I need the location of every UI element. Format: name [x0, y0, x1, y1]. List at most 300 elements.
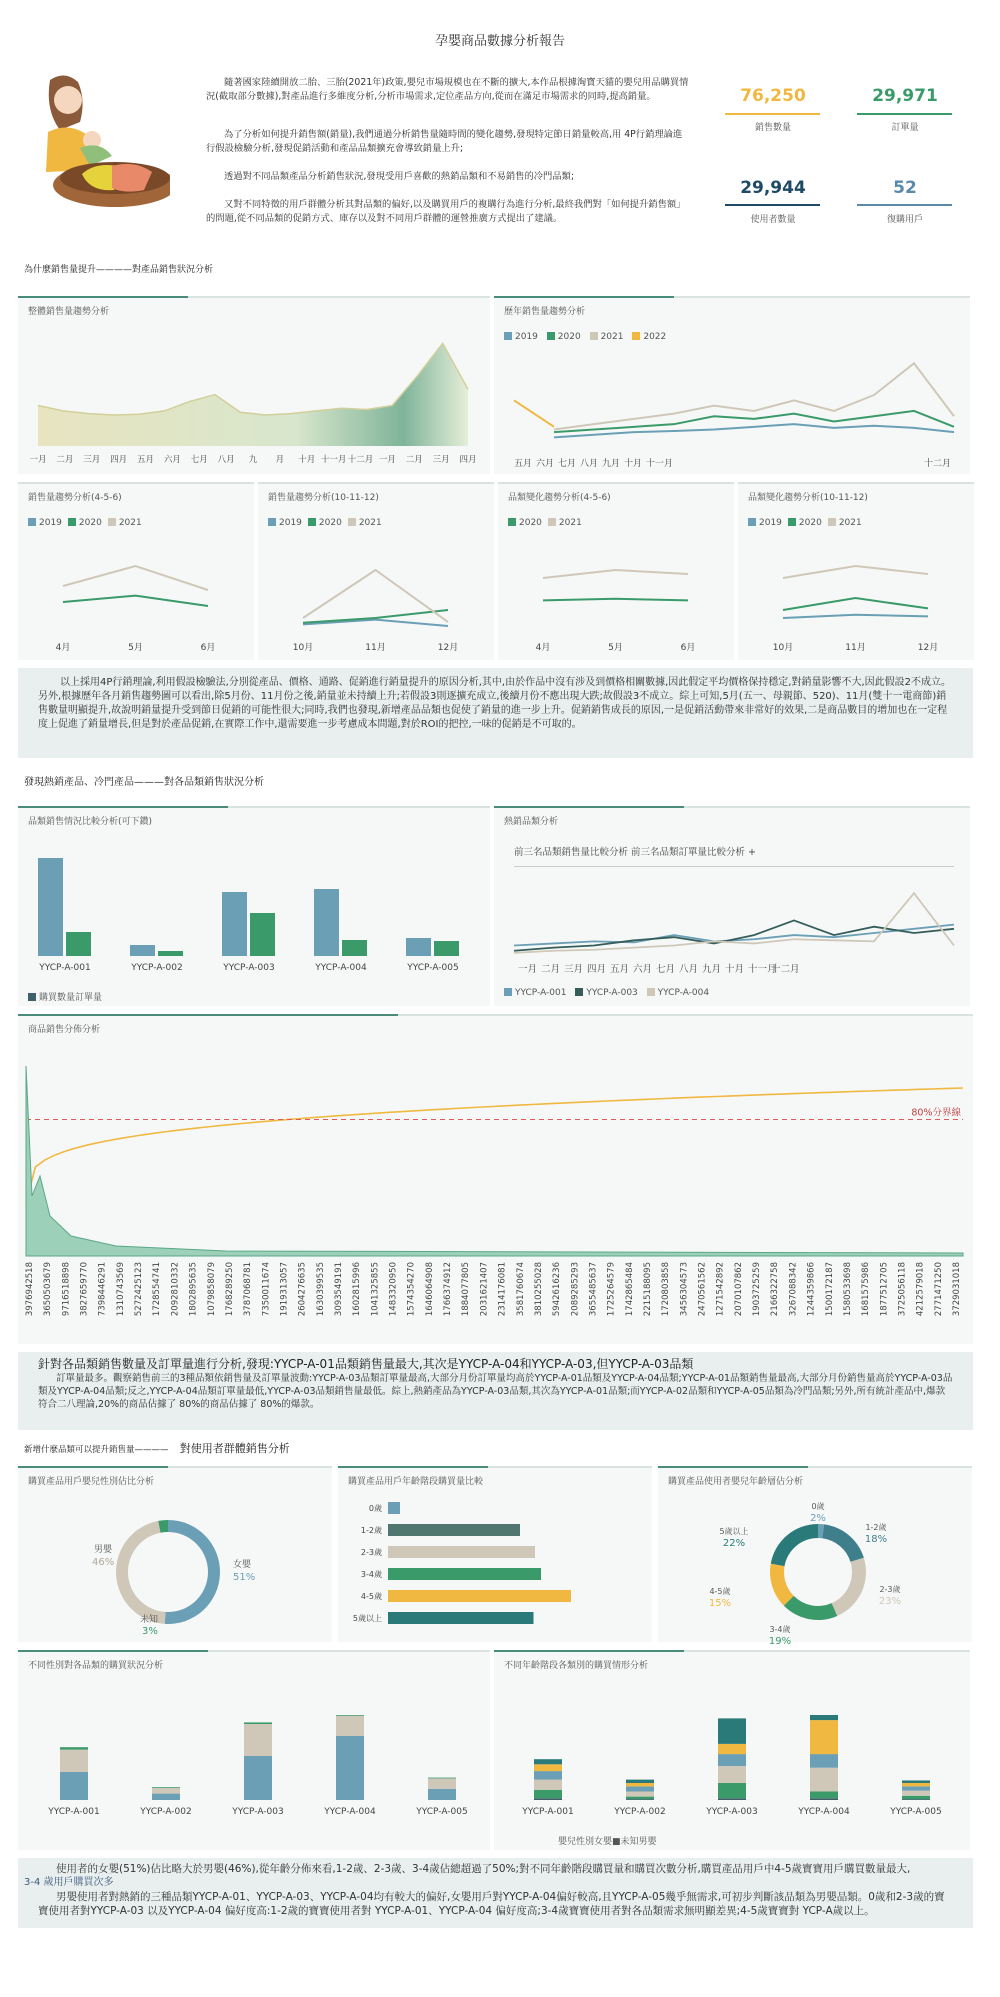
x-tick-label: 十一月	[646, 459, 674, 469]
stack-未知	[60, 1747, 88, 1749]
stack-男嬰	[152, 1788, 180, 1794]
stack-1-2歲	[810, 1792, 838, 1799]
intro-paragraph-3: 透過對不同品類產品分析銷售狀況,發現受用戶喜歡的熱銷品類和不易銷售的冷門品類;	[224, 171, 575, 182]
x-tick-label: 2031621407	[479, 1262, 490, 1317]
x-tick-label: 12月	[437, 643, 459, 653]
age-slice	[784, 1596, 837, 1620]
panel-title: 銷售量趨勢分析(4-5-6)	[28, 493, 122, 503]
x-tick-label: 3581760674	[515, 1262, 526, 1317]
age-slice	[771, 1524, 818, 1566]
panel-title: 熱銷品類分析	[504, 817, 559, 827]
x-tick-label: 1720803858	[661, 1262, 672, 1317]
stack-5歲以上	[810, 1715, 838, 1720]
panel-yearly-trend	[494, 296, 970, 474]
panel-category-101112	[738, 482, 974, 660]
x-tick-label: 1681575986	[861, 1262, 872, 1317]
hot-category-tabs[interactable]: 前三名品類銷售量比較分析 前三名品類訂單量比較分析 +	[514, 844, 954, 867]
stack-2-3歲	[534, 1780, 562, 1790]
panel-title: 商品銷售分佈分析	[28, 1025, 101, 1035]
x-tick-label: 九	[248, 455, 258, 465]
panel-age-bar	[338, 1466, 652, 1642]
category-101112-chart	[738, 534, 974, 662]
x-tick-label: 4月	[535, 643, 551, 653]
x-tick-label: 2089285293	[570, 1262, 581, 1317]
y-tick-label: 1-2歲	[360, 1526, 382, 1535]
stack-3-4歲	[626, 1786, 654, 1791]
panel-title: 購買產品用戶年齡階段購買量比較	[348, 1477, 484, 1487]
x-tick-label: 六月	[633, 964, 653, 975]
x-tick-label: 12月	[917, 643, 939, 653]
x-tick-label: 1630399535	[315, 1262, 326, 1317]
x-tick-label: 11月	[365, 643, 386, 653]
x-tick-label: 1079858079	[206, 1262, 217, 1317]
section-heading-3: 新增什麼品類可以提升銷售量———— 對使用者群體銷售分析	[24, 1442, 290, 1455]
x-tick-label: 十月	[624, 459, 643, 469]
age-donut-chart	[658, 1482, 972, 1644]
stack-女嬰	[152, 1794, 180, 1800]
series-line-2021	[783, 566, 928, 578]
age-bar	[388, 1568, 541, 1580]
x-tick-label: 六月	[536, 459, 555, 469]
hot-category-chart	[494, 878, 970, 978]
x-tick-label: 3725056118	[897, 1262, 908, 1317]
panel-hot-category	[494, 806, 970, 1006]
threshold-label: 80%分界線	[911, 1107, 961, 1119]
stack-0歲	[626, 1799, 654, 1800]
x-tick-label: 1580533698	[842, 1262, 853, 1317]
panel-title: 不同性別對各品類的購買狀況分析	[28, 1661, 164, 1671]
stack-1-2歲	[902, 1796, 930, 1799]
analysis-text-3-sub: 3-4 歲用戶購買次多	[24, 1877, 114, 1888]
intro-paragraph-2: 為了分析如何提升銷售額(銷量),我們通過分析銷售量隨時間的變化趨勢,發現特定節日銷量較高,用 4P行銷理論進行假設檢驗分析,發現促銷活動和產品品類擴充會導致銷量上升;	[206, 129, 683, 154]
kpi-sales-label: 銷售數量	[754, 123, 791, 133]
legend-age-category: 嬰兒性別女嬰■未知男嬰	[558, 1837, 657, 1847]
x-tick-label: 三月	[83, 455, 101, 465]
series-line-2020	[303, 610, 448, 623]
legend: 2019 2020 2021	[742, 518, 862, 528]
panel-distribution	[18, 1014, 973, 1344]
series-line-2019	[783, 615, 928, 618]
mother-baby-illustration	[20, 70, 170, 215]
legend: 2020 2021	[502, 518, 582, 528]
stack-女嬰	[60, 1772, 88, 1800]
stack-1-2歲	[718, 1783, 746, 1798]
panel-title: 品類銷售情況比較分析(可下鑽)	[28, 817, 153, 827]
x-tick-label: 7398446291	[97, 1262, 108, 1317]
x-tick-label: 八月	[217, 455, 235, 465]
x-tick-label: 五月	[610, 964, 630, 975]
x-tick-label: 3810255028	[533, 1262, 544, 1317]
x-tick-label: YYCP-A-004	[324, 1807, 376, 1817]
x-tick-label: YYCP-A-003	[223, 963, 275, 973]
x-tick-label: 1728554741	[152, 1262, 163, 1317]
x-tick-label: 一月	[518, 964, 538, 975]
x-tick-label: 三月	[564, 964, 584, 975]
x-tick-label: 1041325855	[370, 1262, 381, 1317]
gender-value: 51%	[233, 1572, 256, 1583]
stack-未知	[152, 1787, 180, 1788]
age-bar	[388, 1502, 400, 1514]
x-tick-label: 八月	[580, 459, 599, 469]
x-tick-label: 1884077805	[461, 1262, 472, 1317]
age-value: 23%	[878, 1596, 902, 1607]
panel-title: 品類變化趨勢分析(10-11-12)	[748, 493, 868, 503]
age-label: 5歲以上	[719, 1527, 749, 1536]
x-tick-label: 3976942518	[25, 1262, 35, 1317]
kpi-orders-value: 29,971	[872, 86, 938, 106]
kpi-repurchase-underline	[857, 204, 952, 206]
x-tick-label: 1802895635	[188, 1262, 199, 1317]
sales-101112-chart	[258, 534, 494, 662]
x-tick-label: 八月	[679, 964, 699, 975]
age-label: 4-5歲	[709, 1587, 731, 1596]
x-tick-label: YYCP-A-005	[416, 1807, 468, 1817]
panel-title: 購買產品使用者嬰兒年齡層佔分析	[668, 1477, 804, 1487]
x-tick-label: 6月	[680, 643, 696, 653]
series-line-2020	[63, 596, 208, 606]
analysis-text-3-body: 男嬰使用者對熱銷的三種品類YYCP-A-01、YYCP-A-03、YYCP-A-04均有較大的偏好,女嬰用戶對YYCP-A-04偏好較高,且YYCP-A-05幾乎無需求,可初步判斷該品類為男嬰品類。0歲和2-3歲的寶寶使用者對YYCP-A-03 以及YYCP-A-04 偏好度高:1-2歲的寶寶使用者對 YYCP-A-01、YYCP-A-04 偏好度高;3-4歲寶寶使用者對各品類需求無明顯差異;4-5歲寶寶對 YCP-A歲以上。	[38, 1891, 945, 1917]
x-tick-label: 5272425123	[134, 1262, 145, 1317]
intro-paragraph-1: 隨著國家陸續開放二胎、三胎(2021年)政策,嬰兒市場規模也在不斷的擴大,本作品根據淘寶天貓的嬰兒用品購買情況(截取部分數據),對產品進行多維度分析,分析市場需求,定位產品方向,從而在滿足市場需求的同時,提高銷量。	[206, 77, 689, 102]
x-tick-label: 四月	[110, 455, 128, 465]
age-slice	[832, 1558, 866, 1616]
x-tick-label: 1483320950	[388, 1262, 399, 1317]
panel-category-compare	[18, 806, 490, 1006]
section-heading-1: 為什麼銷售量提升————對產品銷售狀況分析	[24, 265, 214, 275]
x-tick-label: YYCP-A-003	[232, 1807, 284, 1817]
stack-未知	[244, 1722, 272, 1724]
x-tick-label: 2314176081	[497, 1262, 508, 1317]
x-tick-label: 四月	[459, 455, 477, 465]
x-tick-label: 10月	[772, 643, 794, 653]
x-tick-label: YYCP-A-002	[614, 1807, 666, 1817]
gender-value: 46%	[92, 1557, 115, 1568]
bar-訂單量	[342, 940, 367, 956]
x-tick-label: 3650503679	[43, 1262, 54, 1317]
age-value: 2%	[810, 1513, 826, 1524]
stack-5歲以上	[534, 1759, 562, 1764]
x-tick-label: 1742865484	[624, 1262, 635, 1317]
x-tick-label: 1602815996	[352, 1262, 363, 1317]
distribution-chart	[18, 1036, 973, 1346]
panel-age-category	[494, 1650, 970, 1850]
stack-4-5歲	[902, 1783, 930, 1786]
x-tick-label: YYCP-A-003	[706, 1807, 758, 1817]
x-tick-label: 11月	[845, 643, 866, 653]
panel-overall-trend	[18, 296, 490, 474]
stack-0歲	[534, 1798, 562, 1800]
x-tick-label: 3456304573	[679, 1262, 690, 1317]
series-line-2019	[554, 424, 954, 437]
x-tick-label: 1646064908	[424, 1262, 435, 1317]
analysis-text-3	[18, 1858, 973, 1928]
x-tick-label: 4月	[55, 643, 71, 653]
panel-category-456	[498, 482, 734, 660]
y-tick-label: 4-5歲	[360, 1592, 382, 1601]
overall-trend-chart	[18, 318, 490, 476]
panel-gender-category	[18, 1650, 490, 1850]
x-tick-label: 五月	[136, 455, 155, 465]
x-tick-label: 1768289250	[224, 1262, 235, 1317]
x-tick-label: 10月	[292, 643, 314, 653]
kpi-users-value: 29,944	[740, 178, 806, 198]
analysis-text-2	[18, 1352, 973, 1430]
area-fill	[38, 343, 468, 446]
stack-4-5歲	[810, 1720, 838, 1754]
x-tick-label: 七月	[190, 455, 208, 465]
x-tick-label: 1903725259	[752, 1262, 763, 1317]
bar-訂單量	[66, 932, 91, 956]
x-tick-label: 1271542892	[715, 1262, 726, 1317]
x-tick-label: 3267088342	[788, 1262, 799, 1317]
stack-3-4歲	[718, 1754, 746, 1766]
x-tick-label: YYCP-A-002	[131, 963, 183, 973]
panel-title: 不同年齡階段各類別的購買情形分析	[504, 1661, 649, 1671]
x-tick-label: 3093549191	[334, 1262, 344, 1317]
stack-0歲	[810, 1798, 838, 1800]
y-tick-label: 2-3歲	[360, 1548, 382, 1557]
series-line-2021	[543, 570, 688, 578]
stack-女嬰	[336, 1736, 364, 1800]
stack-2-3歲	[626, 1792, 654, 1797]
stack-4-5歲	[626, 1783, 654, 1786]
series-line-2020	[783, 598, 928, 610]
category-456-chart	[498, 534, 734, 662]
bar-訂單量	[158, 951, 183, 956]
age-bar	[388, 1546, 535, 1558]
age-value: 19%	[768, 1636, 792, 1644]
x-tick-label: 1766374912	[443, 1262, 454, 1317]
x-tick-label: 2215188095	[643, 1262, 653, 1317]
x-tick-label: 7350011674	[261, 1262, 272, 1317]
stack-1-2歲	[534, 1790, 562, 1799]
x-tick-label: 2470561562	[697, 1262, 708, 1317]
stack-5歲以上	[718, 1718, 746, 1744]
x-tick-label: 5月	[128, 643, 143, 653]
analysis-text-1: 以上採用4P行銷理論,利用假設檢驗法,分別從產品、價格、通路、促銷進行銷量提升的原因分析,其中,由於作品中沒有涉及到價格相關數據,因此假定平均價格保持穩定,對銷量影響不大,因此假設2不成立。另外,根據歷年各月銷售趨勢圖可以看出,除5月份、11月份之後,銷量並未持續上升;若假設3則逐擴充成立,後續月份不應出現大跌;故假設3不成立。綜上可知,5月(五一、母親節、520)、11月(雙十一電商節)銷售數量明顯提升,故說明銷量提升受到節日促銷的可能性很大;同時,我們也發現,新增產品品類也促使了銷量的進一步上升。促銷銷售成長的原因,一是促銷活動帶來非常好的效果,二是商品數目的增加也在一定程度上促進了銷量增長,但是對於產品促銷,在實際工作中,還需要進一步考慮成本問題,對於ROI的把控,一味的促銷是不可取的。	[18, 668, 973, 758]
x-tick-label: 2771471250	[933, 1262, 944, 1317]
stack-女嬰	[244, 1756, 272, 1800]
page-title: 孕嬰商品數據分析報告	[434, 34, 565, 49]
stack-男嬰	[336, 1716, 364, 1736]
y-tick-label: 3-4歲	[360, 1570, 382, 1579]
kpi-sales-value: 76,250	[740, 86, 806, 106]
legend-category: 購買數量訂單量	[22, 990, 102, 1003]
y-tick-label: 0歲	[368, 1504, 382, 1513]
stack-未知	[428, 1778, 456, 1779]
kpi-sales-underline	[725, 113, 820, 115]
x-tick-label: 七月	[656, 964, 676, 975]
bar-購買數量	[130, 945, 155, 956]
x-tick-label: 五月	[514, 459, 533, 469]
x-tick-label: 5942616236	[552, 1262, 563, 1317]
series-line-2022	[514, 400, 554, 426]
series-line-YYCP-A-004	[514, 893, 954, 953]
series-line-2020	[543, 599, 688, 601]
gender-slice	[116, 1521, 165, 1624]
x-tick-label: 十一月	[748, 964, 777, 975]
stack-2-3歲	[810, 1768, 838, 1792]
bar-購買數量	[38, 858, 63, 956]
stack-5歲以上	[626, 1780, 654, 1783]
kpi-orders-label: 訂單量	[891, 123, 919, 133]
legend-years: 2019 2020 2021 2022	[498, 332, 666, 342]
series-line-2021	[63, 566, 208, 590]
stack-男嬰	[244, 1724, 272, 1756]
distribution-area	[26, 1066, 963, 1256]
x-tick-label: 1310743569	[115, 1262, 126, 1317]
age-label: 0歲	[811, 1502, 825, 1511]
x-tick-label: 十二月	[347, 455, 374, 465]
stack-5歲以上	[902, 1780, 930, 1783]
x-tick-label: YYCP-A-001	[522, 1807, 574, 1817]
stack-男嬰	[428, 1778, 456, 1788]
x-tick-label: YYCP-A-004	[315, 963, 367, 973]
x-tick-label: 1877512705	[879, 1262, 890, 1317]
analysis-text-2-head: 針對各品類銷售數量及訂單量進行分析,發現:YYCP-A-01品類銷售量最大,其次是YYCP-A-04和YYCP-A-03,但YYCP-A-03品類	[38, 1357, 694, 1371]
x-tick-label: 1244359866	[806, 1262, 817, 1317]
stack-3-4歲	[534, 1771, 562, 1780]
x-tick-label: 十月	[725, 964, 745, 975]
kpi-repurchase-value: 52	[893, 178, 917, 198]
x-tick-label: 一月	[378, 455, 396, 465]
age-value: 15%	[708, 1598, 732, 1609]
kpi-users-label: 使用者數量	[750, 215, 796, 225]
bar-訂單量	[250, 913, 275, 956]
x-tick-label: 3655485637	[588, 1262, 599, 1317]
age-bar	[388, 1612, 534, 1624]
x-tick-label: 6月	[200, 643, 216, 653]
x-tick-label: 3787068781	[243, 1262, 254, 1317]
panel-title: 歷年銷售量趨勢分析	[504, 307, 586, 317]
gender-label: 未知	[140, 1615, 159, 1625]
x-tick-label: 七月	[558, 459, 577, 469]
panel-sales-456	[18, 482, 254, 660]
x-tick-label: 2604276635	[297, 1262, 308, 1317]
age-slice	[822, 1524, 864, 1562]
x-tick-label: YYCP-A-005	[407, 963, 459, 973]
kpi-users-underline	[725, 204, 820, 206]
gender-label: 女嬰	[233, 1560, 252, 1570]
y-tick-label: 5歲以上	[352, 1614, 382, 1623]
panel-age-donut	[658, 1466, 972, 1642]
analysis-text-2-body: 訂單量最多。觀察銷售前三的3種品類依銷售量及訂單量波動:YYCP-A-03品類訂單量最高,大部分月份訂單量均高於YYCP-A-01品類及YYCP-A-04品類;YYCP-A-01品類銷售量最高,大部分月份銷售量高於YYCP-A-03品類及YYCP-A-04品類;反之,YYCP-A-04品類訂單量最低,YYCP-A-03品類銷售量最低。綜上,熱銷產品為YYCP-A-03品類,其次為YYCP-A-01品類;而YYCP-A-02品類和YYCP-A-05品類為冷門品類;另外,所有統計產品中,爆款符合二八理論,20%的商品佔據了 80%的商品佔據了 80%的爆款。	[38, 1373, 953, 1410]
x-tick-label: 2166322758	[770, 1262, 781, 1317]
stack-4-5歲	[718, 1744, 746, 1754]
x-tick-label: 1725264579	[606, 1262, 617, 1317]
age-bar-chart	[338, 1482, 652, 1644]
stack-男嬰	[60, 1750, 88, 1772]
x-tick-label: YYCP-A-001	[48, 1807, 100, 1817]
legend: 2019 2020 2021	[262, 518, 382, 528]
stack-0歲	[718, 1798, 746, 1800]
yearly-trend-chart	[494, 348, 970, 476]
panel-title: 銷售量趨勢分析(10-11-12)	[268, 493, 379, 503]
analysis-text-3-head: 使用者的女嬰(51%)佔比略大於男嬰(46%),從年齡分佈來看,1-2歲、2-3歲、3-4歲佔總超過了50%;對不同年齡階段購買量和購買次數分析,購買產品用戶中4-5歲寶寶用戶購買數量最大,	[56, 1863, 911, 1875]
x-tick-label: 十二月	[771, 964, 800, 975]
stack-4-5歲	[534, 1764, 562, 1771]
x-tick-label: 3729031018	[952, 1262, 962, 1317]
panel-title: 整體銷售量趨勢分析	[28, 307, 110, 317]
gender-label: 男嬰	[94, 1545, 113, 1555]
x-tick-label: 1574354270	[406, 1262, 417, 1317]
stack-2-3歲	[718, 1766, 746, 1783]
x-tick-label: 3827659770	[79, 1262, 90, 1317]
x-tick-label: 二月	[56, 455, 74, 465]
x-tick-label: 四月	[587, 964, 607, 975]
x-tick-label: 5月	[608, 643, 623, 653]
legend-hot: YYCP-A-001 YYCP-A-003 YYCP-A-004	[498, 988, 709, 998]
x-tick-label: 9716518898	[61, 1262, 72, 1317]
x-tick-label: 三月	[432, 455, 450, 465]
series-line-2021	[303, 570, 448, 622]
panel-sales-101112	[258, 482, 494, 660]
legend: 2019 2020 2021	[22, 518, 142, 528]
stack-2-3歲	[902, 1791, 930, 1796]
bar-購買數量	[314, 889, 339, 956]
x-tick-label: YYCP-A-004	[798, 1807, 850, 1817]
x-tick-label: 2070107862	[733, 1262, 744, 1317]
bar-購買數量	[406, 938, 431, 956]
x-tick-label: 十月	[298, 455, 316, 465]
kpi-orders-underline	[857, 113, 952, 115]
bar-訂單量	[434, 941, 459, 956]
x-tick-label: YYCP-A-005	[890, 1807, 942, 1817]
stack-未知	[336, 1715, 364, 1716]
panel-title: 品類變化趨勢分析(4-5-6)	[508, 493, 611, 503]
x-tick-label: 九月	[602, 459, 621, 469]
cumulative-line	[26, 1088, 963, 1204]
stack-3-4歲	[902, 1786, 930, 1790]
x-tick-label: 月	[275, 455, 285, 465]
x-tick-label: 六月	[163, 455, 181, 465]
gender-ratio-chart	[18, 1482, 332, 1644]
x-tick-label: 1500172187	[824, 1262, 835, 1317]
x-tick-label: YYCP-A-002	[140, 1807, 192, 1817]
kpi-repurchase-label: 復購用戶	[886, 215, 923, 225]
age-label: 1-2歲	[865, 1523, 887, 1532]
x-tick-label: 二月	[541, 964, 561, 975]
stack-女嬰	[428, 1789, 456, 1800]
x-tick-label: 一月	[29, 455, 47, 465]
gender-category-chart	[18, 1672, 490, 1830]
x-tick-label: 二月	[405, 455, 423, 465]
section-heading-2: 發現熱銷產品、冷門產品———對各品類銷售狀況分析	[24, 777, 264, 788]
age-label: 2-3歲	[879, 1585, 901, 1594]
stack-0歲	[902, 1799, 930, 1800]
age-value: 18%	[864, 1534, 888, 1545]
x-tick-label: 九月	[702, 964, 722, 975]
x-tick-label: YYCP-A-001	[39, 963, 91, 973]
gender-slice	[165, 1520, 220, 1624]
x-tick-label: 2092810332	[170, 1262, 181, 1317]
gender-value: 3%	[142, 1626, 158, 1637]
panel-gender-ratio	[18, 1466, 332, 1642]
stack-3-4歲	[810, 1754, 838, 1768]
bar-購買數量	[222, 892, 247, 956]
x-tick-label: 1919313057	[279, 1262, 290, 1317]
x-tick-label: 十一月	[320, 455, 347, 465]
intro-paragraph-4: 又對不同特徵的用戶群體分析其對品類的偏好,以及購買用戶的複購行為進行分析,最終我們對「如何提升銷售額」的問題,從不同品類的促銷方式、庫存以及對不同用戶群體的運營推廣方式提出了建議。	[206, 199, 686, 224]
x-tick-label: 十二月	[924, 459, 952, 469]
stack-1-2歲	[626, 1797, 654, 1800]
sales-456-chart	[18, 534, 254, 662]
category-compare-chart	[18, 828, 490, 988]
age-label: 3-4歲	[769, 1625, 791, 1634]
panel-title: 購買產品用戶嬰兒性別佔比分析	[28, 1477, 155, 1487]
age-bar	[388, 1590, 571, 1602]
age-value: 22%	[722, 1538, 746, 1549]
